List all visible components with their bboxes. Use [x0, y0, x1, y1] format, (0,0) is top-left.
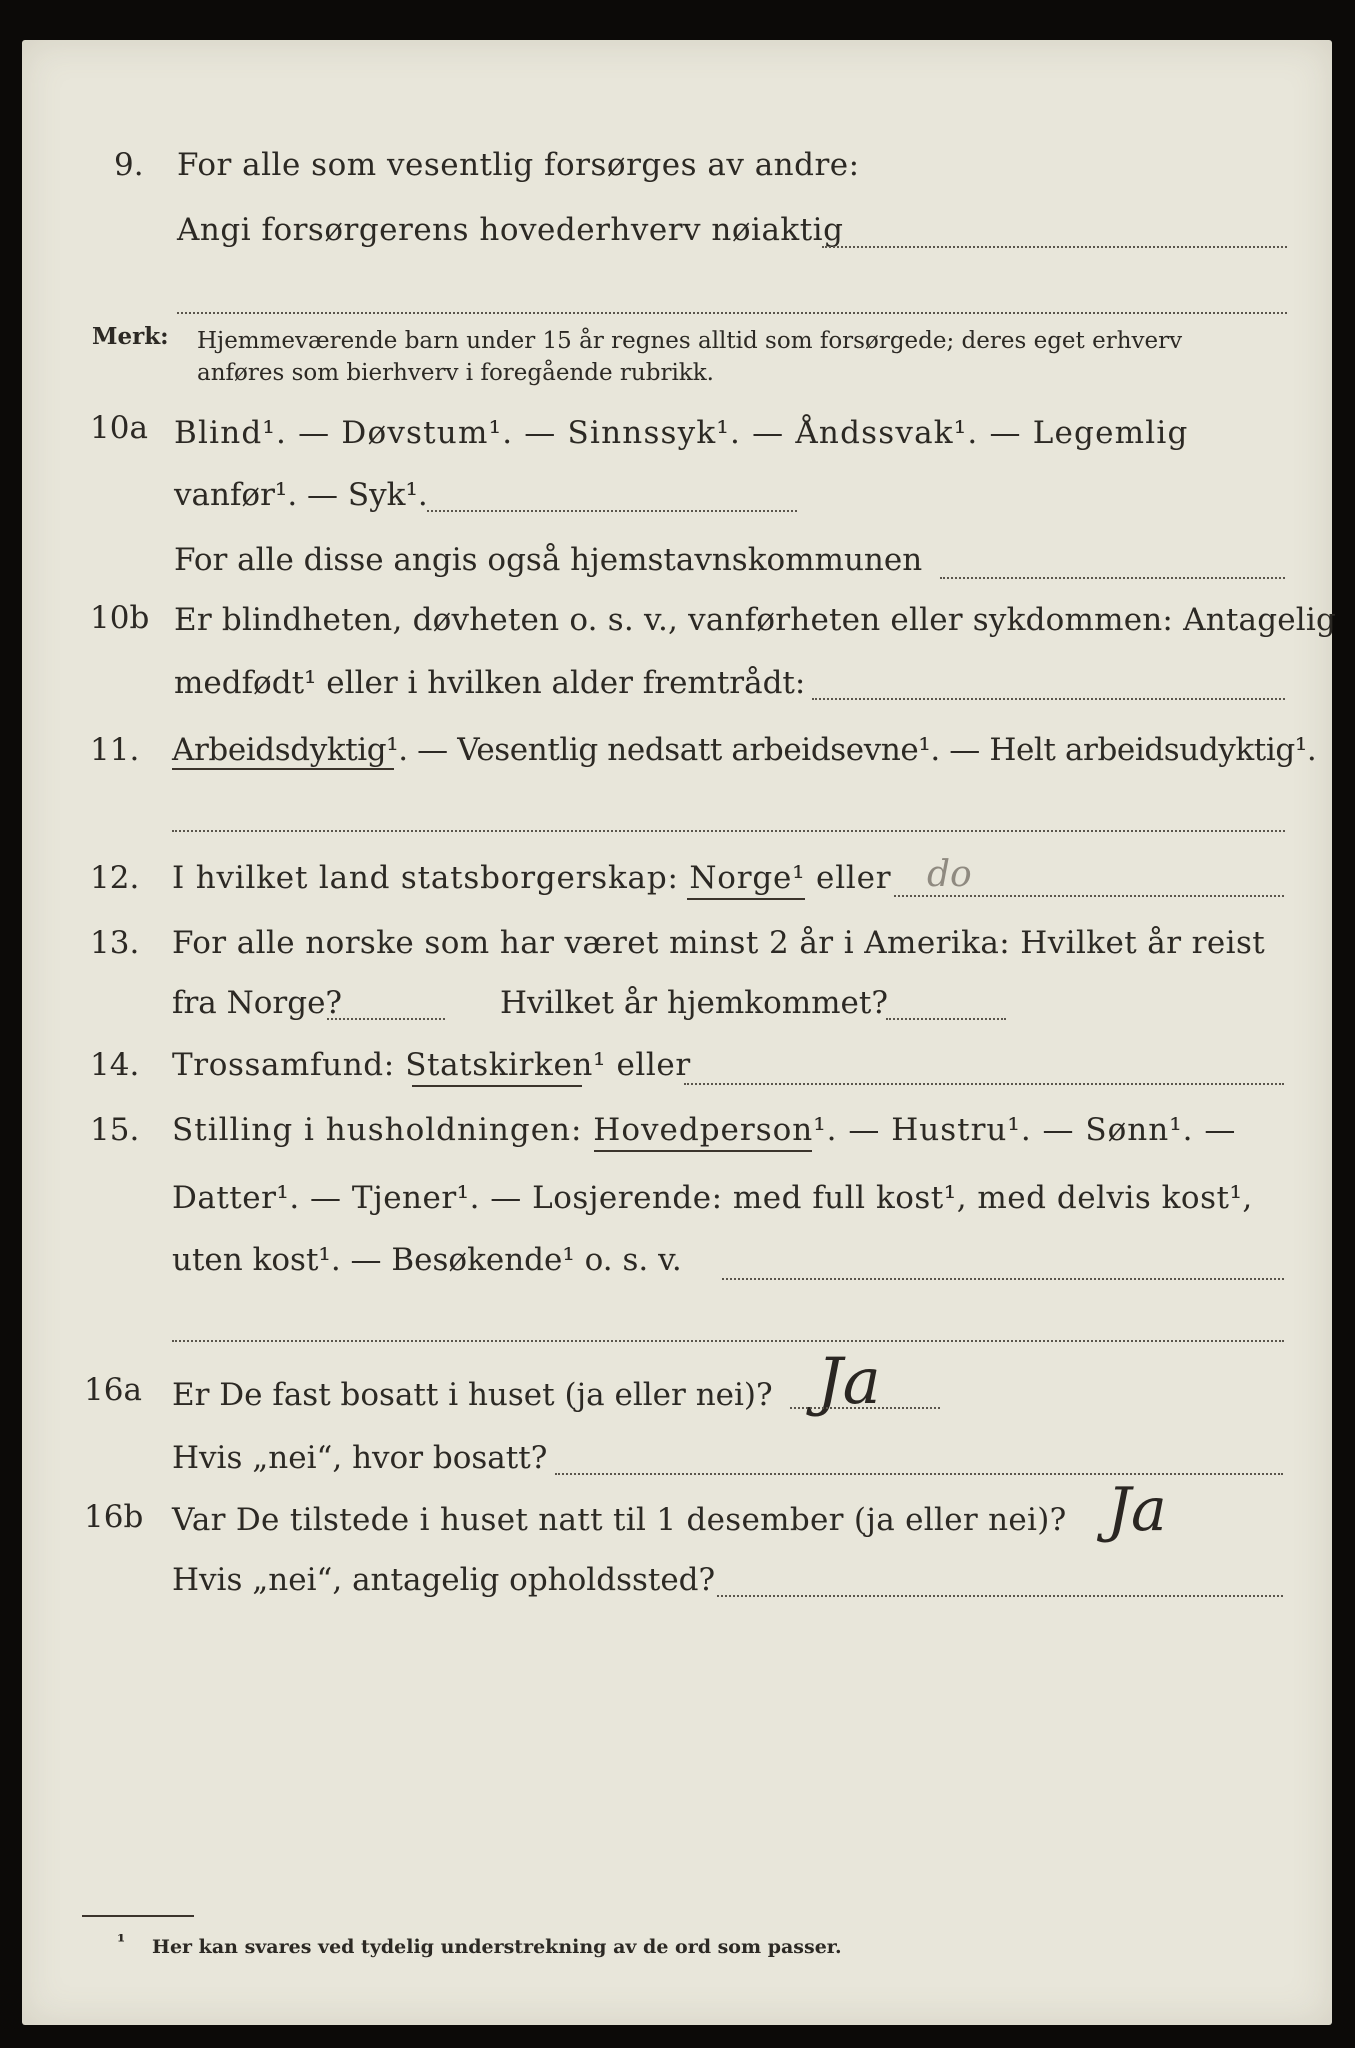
q10a-answer-line — [427, 510, 797, 512]
q12-underline-norge — [687, 898, 805, 900]
footnote-mark: ¹ — [117, 1931, 126, 1953]
q15-line3: uten kost¹. — Besøkende¹ o. s. v. — [172, 1242, 682, 1278]
q11-underline-arbeidsdyktig — [172, 768, 394, 770]
q10a-line1: Blind¹. — Døvstum¹. — Sinnssyk¹. — Åndssvak¹. — Legemlig — [174, 415, 1189, 451]
q14-underline-statskirken — [412, 1085, 582, 1087]
q13-number: 13. — [90, 925, 140, 961]
q10a-hjemstavn-line — [940, 577, 1285, 579]
q16a-bosatt-line — [555, 1473, 1283, 1475]
q10a-line3: For alle disse angis også hjemstavnskommunen — [174, 542, 923, 578]
q15-line2: Datter¹. — Tjener¹. — Losjerende: med full kost¹, med delvis kost¹, — [172, 1180, 1253, 1216]
q16b-line1: Var De tilstede i huset natt til 1 desember (ja eller nei)? — [172, 1502, 1067, 1538]
q9-line1: For alle som vesentlig forsørges av andre: — [177, 147, 860, 183]
q14-number: 14. — [90, 1047, 140, 1083]
q9-answer-line-2 — [177, 312, 1287, 314]
merk-label: Merk: — [92, 323, 169, 350]
q13-line2a: fra Norge? — [172, 985, 343, 1021]
q9-number: 9. — [114, 147, 144, 183]
q15-answer-line — [722, 1278, 1284, 1280]
q14-line1: Trossamfund: Statskirken¹ eller — [172, 1047, 691, 1083]
q13-hjemkommet-line — [886, 1018, 1006, 1020]
q15-line1: Stilling i husholdningen: Hovedperson¹. — Hustru¹. — Sønn¹. — — [172, 1112, 1237, 1148]
q9-answer-line — [822, 246, 1287, 248]
q11-answer-line — [172, 830, 1285, 832]
q16b-number: 16b — [84, 1499, 144, 1535]
q16a-answer-line — [790, 1407, 940, 1409]
q16a-number: 16a — [84, 1372, 142, 1408]
q11-line1: Arbeidsdyktig¹. — Vesentlig nedsatt arbeidsevne¹. — Helt arbeidsudyktig¹. — [172, 732, 1317, 768]
q16a-handwritten-answer: Ja — [817, 1345, 881, 1419]
q13-line2b: Hvilket år hjemkommet? — [500, 985, 888, 1021]
q15-answer-line-2 — [172, 1340, 1284, 1342]
q10a-number: 10a — [90, 410, 148, 446]
q11-number: 11. — [90, 732, 140, 768]
q15-underline-hovedperson — [594, 1150, 812, 1152]
q16b-line2: Hvis „nei“, antagelig opholdssted? — [172, 1562, 716, 1598]
q10b-line1: Er blindheten, døvheten o. s. v., vanførheten eller sykdommen: Antagelig — [174, 602, 1337, 638]
q15-number: 15. — [90, 1112, 140, 1148]
q10b-number: 10b — [90, 600, 150, 636]
q16a-line2: Hvis „nei“, hvor bosatt? — [172, 1440, 548, 1476]
q13-reist-line — [327, 1018, 445, 1020]
footnote-rule — [82, 1915, 194, 1917]
merk-line2: anføres som bierhverv i foregående rubrikk. — [197, 360, 714, 386]
q12-handwritten-answer: do — [927, 854, 972, 895]
q16b-handwritten-answer: Ja — [1107, 1475, 1167, 1545]
q16b-opholdssted-line — [717, 1595, 1283, 1597]
footnote-text: Her kan svares ved tydelig understrekning av de ord som passer. — [152, 1936, 842, 1958]
q16a-line1: Er De fast bosatt i huset (ja eller nei)? — [172, 1377, 773, 1413]
q10b-line2: medfødt¹ eller i hvilken alder fremtrådt: — [174, 665, 806, 701]
q12-answer-line — [894, 895, 1284, 897]
merk-line1: Hjemmeværende barn under 15 år regnes alltid som forsørgede; deres eget erhverv — [197, 328, 1183, 354]
q12-line1: I hvilket land statsborgerskap: Norge¹ eller — [172, 860, 892, 896]
census-form-page — [22, 40, 1337, 2025]
q13-line1: For alle norske som har været minst 2 år i Amerika: Hvilket år reist — [172, 925, 1266, 961]
q12-number: 12. — [90, 860, 140, 896]
q14-answer-line — [684, 1083, 1284, 1085]
q9-line2: Angi forsørgerens hovederhverv nøiaktig — [177, 212, 844, 248]
q10b-answer-line — [812, 698, 1285, 700]
q10a-line2: vanfør¹. — Syk¹. — [174, 477, 428, 513]
